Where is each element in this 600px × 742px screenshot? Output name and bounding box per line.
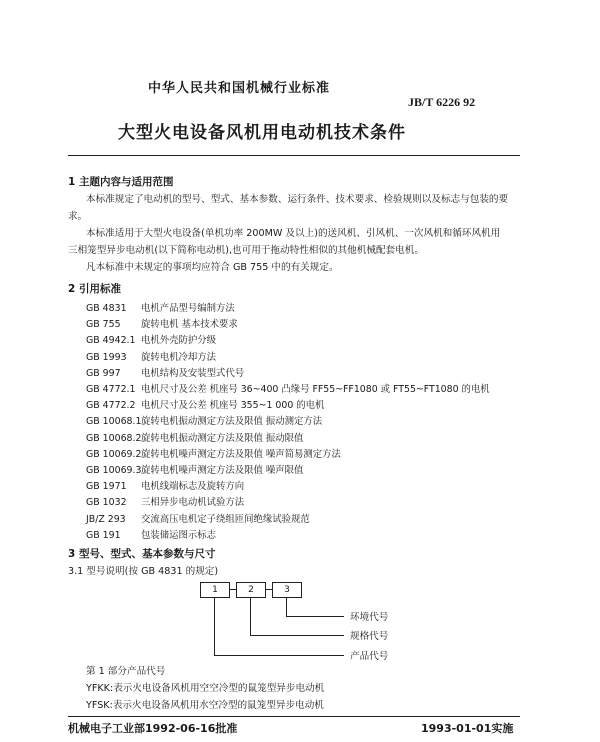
reference-title: 交流高压电机定子绕组匝间绝缘试验规范	[141, 513, 310, 525]
reference-item	[86, 446, 341, 460]
yfsk-definition: YFSK:表示火电设备风机用水空冷型的鼠笼型异步电动机	[86, 700, 324, 711]
reference-item	[86, 365, 244, 379]
s1-paragraph-1-cont: 求。	[68, 211, 88, 222]
reference-title: 电机线端标志及旋转方向	[141, 481, 245, 493]
reference-code: GB 10068.1	[86, 416, 142, 428]
reference-item	[86, 381, 490, 395]
subsection-3-1: 3.1 型号说明(按 GB 4831 的规定)	[68, 566, 219, 577]
reference-code: GB 4772.1	[86, 384, 136, 395]
reference-title: 旋转电机振动测定方法及限值 振动测定方法	[141, 416, 323, 428]
reference-title: 电机外壳防护分级	[141, 335, 217, 347]
reference-title: 电机尺寸及公差 机座号 36~400 凸缘号 FF55~FF1080 或 FT55~FT1080 的电机	[141, 384, 490, 395]
reference-item	[86, 316, 238, 330]
label-product-code: 产品代号	[350, 651, 389, 662]
reference-code: GB 4831	[86, 303, 127, 314]
issuing-authority: 中华人民共和国机械行业标准	[148, 81, 331, 96]
label-environment-code: 环境代号	[350, 612, 389, 623]
section-1-heading: 1 主题内容与适用范围	[68, 176, 174, 188]
label-spec-code: 规格代号	[350, 631, 389, 642]
reference-item	[86, 332, 216, 346]
s1-paragraph-1: 本标准规定了电动机的型号、型式、基本参数、运行条件、技术要求、检验规则以及标志与包装的要	[86, 194, 509, 205]
reference-code: GB 1993	[86, 351, 127, 363]
reference-item	[86, 462, 303, 476]
reference-title: 电机尺寸及公差 机座号 355~1 000 的电机	[141, 400, 325, 412]
reference-title: 三相异步电动机试验方法	[141, 497, 245, 509]
reference-item	[86, 413, 322, 427]
reference-title: 旋转电机 基本技术要求	[141, 319, 238, 331]
model-box-3: 3	[272, 582, 302, 598]
leader-line-1-vertical	[214, 598, 215, 656]
document-title: 大型火电设备风机用电动机技术条件	[118, 123, 406, 143]
reference-item	[86, 494, 244, 508]
reference-code: GB 755	[86, 319, 121, 331]
reference-item	[86, 511, 310, 525]
reference-title: 旋转电机冷却方法	[141, 351, 217, 363]
reference-code: GB 4942.1	[86, 335, 136, 347]
reference-code: GB 997	[86, 367, 121, 379]
reference-code: GB 4772.2	[86, 400, 136, 412]
s1-paragraph-2: 本标准适用于大型火电设备(单机功率 200MW 及以上)的送风机、引风机、一次风机和循环风机用	[86, 228, 501, 239]
leader-line-2-horizontal	[250, 635, 344, 636]
reference-item	[86, 300, 235, 314]
approval-date: 机械电子工业部1992-06-16批准	[68, 722, 238, 735]
reference-item	[86, 430, 303, 444]
reference-title: 旋转电机噪声测定方法及限值 噪声简易测定方法	[141, 448, 341, 460]
footer-rule	[68, 716, 520, 717]
yfkk-definition: YFKK:表示火电设备风机用空空冷型的鼠笼型异步电动机	[86, 683, 325, 694]
leader-line-1-horizontal	[214, 655, 344, 656]
reference-code: GB 1971	[86, 481, 127, 493]
reference-code: GB 191	[86, 529, 121, 541]
reference-code: JB/Z 293	[86, 513, 126, 525]
reference-item	[86, 527, 216, 541]
s1-paragraph-3: 凡本标准中未规定的事项均应符合 GB 755 中的有关规定。	[86, 262, 339, 273]
reference-item	[86, 478, 244, 492]
reference-title: 电机结构及安装型式代号	[141, 367, 245, 379]
implementation-date: 1993-01-01实施	[421, 722, 514, 735]
reference-code: GB 10068.2	[86, 432, 142, 444]
standard-code: JB/T 6226 92	[408, 95, 476, 109]
section-3-heading: 3 型号、型式、基本参数与尺寸	[68, 548, 216, 560]
reference-title: 包装储运图示标志	[141, 529, 217, 541]
leader-line-3-horizontal	[286, 616, 344, 617]
reference-title: 旋转电机噪声测定方法及限值 噪声限值	[141, 465, 304, 476]
reference-item	[86, 349, 216, 363]
reference-item	[86, 397, 324, 411]
model-box-2: 2	[236, 582, 266, 598]
leader-line-2-vertical	[250, 598, 251, 636]
leader-line-3-vertical	[286, 598, 287, 617]
reference-code: GB 10069.3	[86, 465, 142, 476]
part-1-product-code: 第 1 部分产品代号	[86, 666, 166, 677]
section-2-heading: 2 引用标准	[68, 283, 121, 295]
reference-title: 电机产品型号编制方法	[141, 303, 235, 314]
title-rule	[68, 155, 520, 156]
model-box-1: 1	[200, 582, 230, 598]
reference-code: GB 10069.2	[86, 448, 142, 460]
s1-paragraph-2-cont: 三相笼型异步电动机(以下简称电动机),也可用于拖动特性相似的其他机械配套电机。	[68, 245, 424, 256]
reference-title: 旋转电机振动测定方法及限值 振动限值	[141, 432, 304, 444]
reference-code: GB 1032	[86, 497, 127, 509]
